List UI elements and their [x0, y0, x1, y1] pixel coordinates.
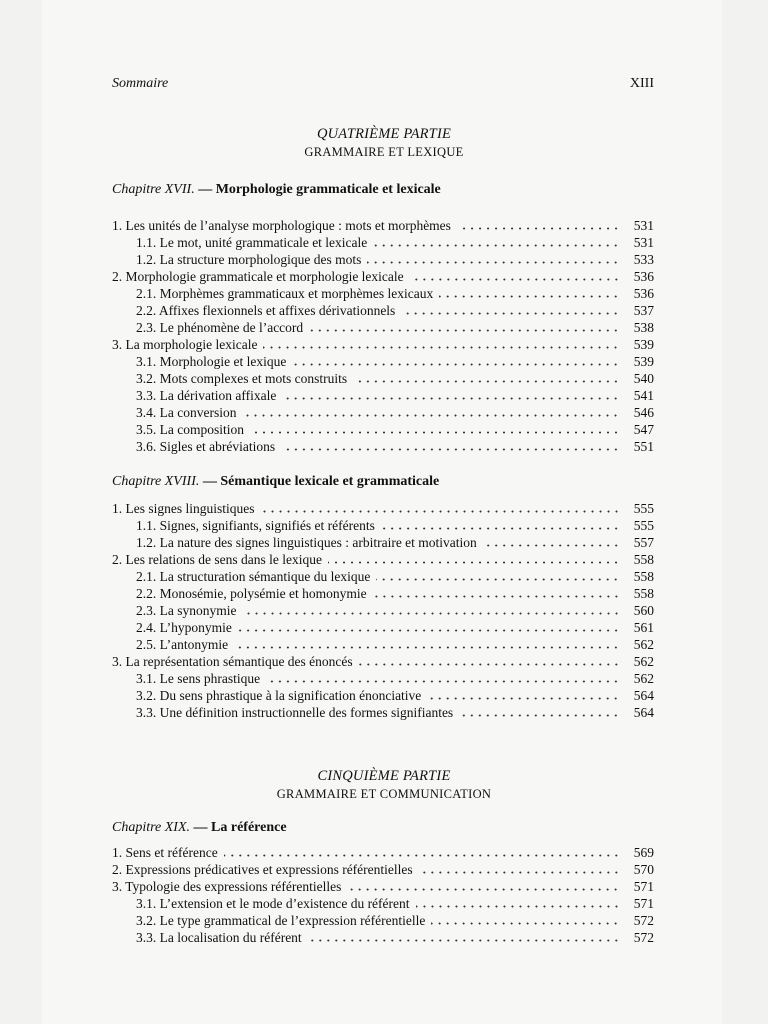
toc-page-number: 540: [633, 371, 654, 386]
toc-entry-title: 2. Expressions prédicatives et expressions référentielles: [112, 862, 413, 877]
toc-entry-title: 2.2. Affixes flexionnels et affixes dérivationnels: [136, 303, 396, 318]
toc-entry-title: 3.2. Le type grammatical de l’expression référentielle: [136, 913, 426, 928]
toc-entry-title: 2. Morphologie grammaticale et morphologie lexicale: [112, 269, 404, 284]
toc-subentry: [112, 438, 654, 455]
part-heading-5: [0, 768, 768, 802]
toc-entry-title: 3.1. L’extension et le mode d’existence du référent: [136, 896, 410, 911]
toc-entry-title: 2.3. Le phénomène de l’accord: [136, 320, 304, 335]
toc-subentry: [112, 251, 654, 268]
toc-page-number: 560: [633, 603, 654, 618]
toc-entry: [112, 500, 654, 517]
toc-subentry: [112, 387, 654, 404]
toc-subentry: [112, 302, 654, 319]
part-title: QUATRIÈME PARTIE: [316, 126, 452, 142]
toc-page-number: 536: [633, 286, 654, 301]
dot-leader: [359, 653, 620, 666]
toc-entry-title: 3. La morphologie lexicale: [112, 337, 258, 352]
toc-subentry: [112, 421, 654, 438]
toc-page-number: 539: [633, 354, 654, 369]
chapter-heading-18: [112, 474, 439, 490]
toc-page-number: 564: [633, 705, 654, 720]
dot-leader: [419, 861, 620, 874]
chapter-heading-19: [112, 820, 287, 836]
toc-subentry: [112, 670, 654, 687]
part-subtitle: GRAMMAIRE ET LEXIQUE: [304, 145, 464, 159]
toc-entry: [112, 217, 654, 234]
toc-entry-title: 2.3. La synonymie: [136, 603, 237, 618]
toc-subentry: [112, 353, 654, 370]
dot-leader: [328, 551, 620, 564]
running-title: Sommaire: [112, 76, 169, 91]
toc-entry-title: 1.1. Signes, signifiants, signifiés et référents: [136, 518, 375, 533]
toc-subentry: [112, 704, 654, 721]
toc-entry-title: 3.5. La composition: [136, 422, 244, 437]
toc-subentry: [112, 568, 654, 585]
toc-subentry: [112, 602, 654, 619]
toc-subentry: [112, 619, 654, 636]
toc-entry-title: 2.1. La structuration sémantique du lexique: [136, 569, 371, 584]
toc-entry-title: 3.2. Mots complexes et mots construits: [136, 371, 348, 386]
chapter-title: — Morphologie grammaticale et lexicale: [194, 182, 441, 197]
dot-leader: [347, 878, 620, 891]
toc-page-number: 564: [633, 688, 654, 703]
toc-entry-title: 3. Typologie des expressions référentielles: [112, 879, 342, 894]
toc-subentry: [112, 687, 654, 704]
chapter-title: — Sémantique lexicale et grammaticale: [199, 474, 440, 489]
chapter-label: Chapitre XVII.: [112, 182, 195, 197]
toc-page-number: 572: [633, 930, 654, 945]
dot-leader: [373, 585, 620, 598]
toc-entry-title: 3. La représentation sémantique des énoncés: [112, 654, 353, 669]
dot-leader: [373, 234, 620, 247]
toc-page-number: 555: [633, 518, 654, 533]
dot-leader: [367, 251, 620, 264]
dot-leader: [483, 534, 620, 547]
toc-entry-title: 3.2. Du sens phrastique à la signification énonciative: [136, 688, 422, 703]
dot-leader: [261, 500, 621, 513]
toc-chapter-17: [112, 217, 654, 455]
toc-subentry: [112, 636, 654, 653]
chapter-title: — La référence: [190, 820, 287, 835]
dot-leader: [410, 268, 620, 281]
toc-page-number: 562: [633, 654, 654, 669]
toc-entry: [112, 861, 654, 878]
toc-entry: [112, 878, 654, 895]
dot-leader: [282, 387, 620, 400]
toc-entry-title: 3.3. La dérivation affixale: [136, 388, 277, 403]
toc-subentry: [112, 370, 654, 387]
toc-chapter-18: [112, 500, 654, 721]
toc-subentry: [112, 912, 654, 929]
page-number: XIII: [629, 76, 654, 91]
toc-entry-title: 3.1. Morphologie et lexique: [136, 354, 287, 369]
toc-page-number: 571: [633, 896, 654, 911]
dot-leader: [353, 370, 620, 383]
dot-leader: [309, 319, 620, 332]
toc-entry: [112, 268, 654, 285]
part-title: CINQUIÈME PARTIE: [317, 768, 451, 784]
toc-subentry: [112, 285, 654, 302]
toc-page-number: 558: [633, 569, 654, 584]
toc-entry-title: 1.2. La structure morphologique des mots: [136, 252, 362, 267]
toc-page-number: 541: [633, 388, 654, 403]
toc-subentry: [112, 895, 654, 912]
toc-page-number: 572: [633, 913, 654, 928]
toc-page-number: 569: [633, 845, 654, 860]
toc-page-number: 555: [633, 501, 654, 516]
toc-subentry: [112, 319, 654, 336]
dot-leader: [431, 912, 620, 925]
chapter-label: Chapitre XVIII.: [112, 474, 200, 489]
toc-entry-title: 3.1. Le sens phrastique: [136, 671, 261, 686]
toc-entry-title: 3.3. Une définition instructionnelle des formes signifiantes: [136, 705, 454, 720]
dot-leader: [376, 568, 620, 581]
dot-leader: [416, 895, 620, 908]
part-heading-4: [0, 126, 768, 160]
toc-entry-title: 1. Sens et référence: [112, 845, 218, 860]
toc-entry-title: 2.5. L’antonymie: [136, 637, 229, 652]
toc-page-number: 538: [633, 320, 654, 335]
toc-chapter-19: [112, 844, 654, 946]
dot-leader: [292, 353, 620, 366]
toc-page-number: 531: [633, 218, 654, 233]
toc-entry-title: 2.1. Morphèmes grammaticaux et morphèmes lexicaux: [136, 286, 434, 301]
toc-entry-title: 2.4. L’hyponymie: [136, 620, 232, 635]
toc-page-number: 546: [633, 405, 654, 420]
toc-entry: [112, 336, 654, 353]
toc-entry: [112, 844, 654, 861]
dot-leader: [459, 704, 620, 717]
chapter-label: Chapitre XIX.: [112, 820, 191, 835]
toc-page-number: 536: [633, 269, 654, 284]
toc-page-number: 562: [633, 671, 654, 686]
toc-page-number: 557: [633, 535, 654, 550]
toc-page-number: 562: [633, 637, 654, 652]
toc-entry-title: 1. Les unités de l’analyse morphologique : mots et morphèmes: [112, 218, 451, 233]
toc-page-number: 547: [633, 422, 654, 437]
toc-entry-title: 1. Les signes linguistiques: [112, 501, 255, 516]
part-subtitle: GRAMMAIRE ET COMMUNICATION: [276, 787, 492, 801]
dot-leader: [242, 404, 620, 417]
dot-leader: [263, 336, 620, 349]
toc-entry-title: 3.6. Sigles et abréviations: [136, 439, 276, 454]
dot-leader: [308, 929, 620, 942]
toc-subentry: [112, 517, 654, 534]
toc-entry-title: 1.1. Le mot, unité grammaticale et lexicale: [136, 235, 368, 250]
dot-leader: [439, 285, 620, 298]
running-header: [112, 76, 654, 92]
dot-leader: [401, 302, 620, 315]
toc-entry-title: 3.3. La localisation du référent: [136, 930, 302, 945]
toc-page-number: 558: [633, 552, 654, 567]
toc-entry-title: 2.2. Monosémie, polysémie et homonymie: [136, 586, 367, 601]
dot-leader: [266, 670, 620, 683]
toc-entry: [112, 653, 654, 670]
chapter-heading-17: [112, 182, 441, 198]
dot-leader: [250, 421, 620, 434]
toc-subentry: [112, 534, 654, 551]
toc-page-number: 558: [633, 586, 654, 601]
toc-entry-title: 3.4. La conversion: [136, 405, 237, 420]
dot-leader: [381, 517, 620, 530]
toc-subentry: [112, 404, 654, 421]
toc-entry-title: 2. Les relations de sens dans le lexique: [112, 552, 322, 567]
dot-leader: [281, 438, 620, 451]
toc-subentry: [112, 929, 654, 946]
toc-subentry: [112, 585, 654, 602]
toc-page-number: 571: [633, 879, 654, 894]
toc-page-number: 537: [633, 303, 654, 318]
dot-leader: [238, 619, 620, 632]
toc-entry: [112, 551, 654, 568]
toc-subentry: [112, 234, 654, 251]
toc-entry-title: 1.2. La nature des signes linguistiques : arbitraire et motivation: [136, 535, 477, 550]
toc-page-number: 570: [633, 862, 654, 877]
dot-leader: [457, 217, 620, 230]
toc-page-number: 531: [633, 235, 654, 250]
toc-page-number: 533: [633, 252, 654, 267]
toc-page-number: 551: [633, 439, 654, 454]
dot-leader: [234, 636, 620, 649]
dot-leader: [427, 687, 620, 700]
toc-page-number: 539: [633, 337, 654, 352]
dot-leader: [243, 602, 621, 615]
toc-page-number: 561: [633, 620, 654, 635]
dot-leader: [224, 844, 620, 857]
